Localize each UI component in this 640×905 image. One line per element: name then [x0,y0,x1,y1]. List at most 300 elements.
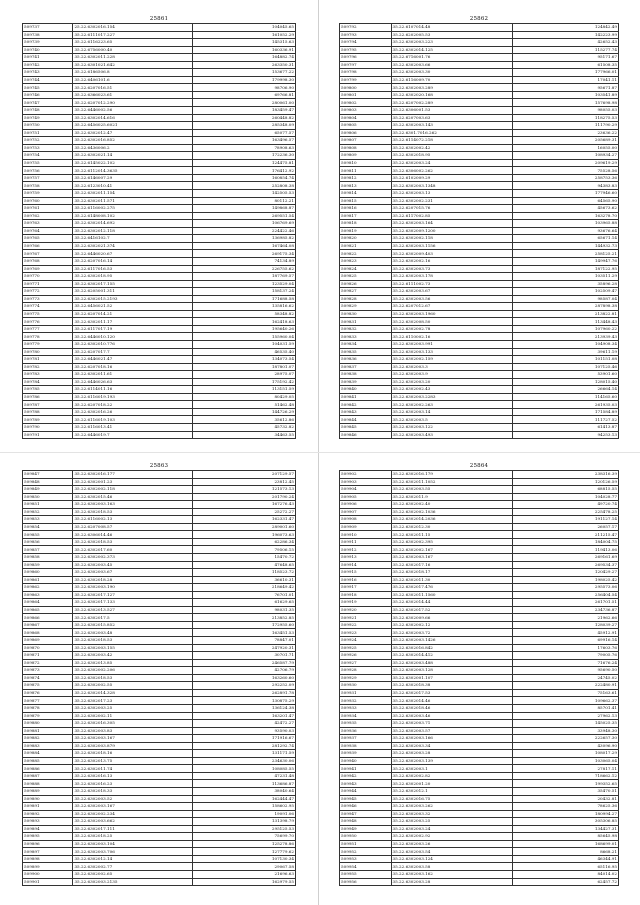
row-id-cell: 509887 [23,772,73,780]
value-cell: 285348.09 [192,122,295,130]
value-cell: 76701.01 [192,591,295,599]
row-id-cell: 509761 [23,205,73,213]
table-row [340,674,619,682]
cadastral-number-cell: 35.22.6302003.30 [391,69,513,77]
row-id-cell: 509893 [23,818,73,826]
value-cell: 124475.81 [192,159,295,167]
table-row [23,122,296,130]
value-cell: 104045.65 [192,24,295,32]
row-id-cell: 509871 [23,652,73,660]
cadastral-number-cell: 35.22.6302002.234 [73,810,192,818]
table-row [23,787,296,795]
value-cell: 20432.81 [513,795,619,803]
value-cell: 167464.08 [192,242,295,250]
row-id-cell: 509826 [340,280,392,288]
value-cell: 128039.27 [513,621,619,629]
value-cell: 23636.22 [513,129,619,137]
value-cell: 98587.04 [513,295,619,303]
table-row [23,493,296,501]
row-id-cell: 509888 [23,780,73,788]
table-row [340,689,619,697]
records-table [22,23,296,439]
row-id-cell: 509937 [340,735,392,743]
cadastral-number-cell: 35.22.6302003.32 [391,810,513,818]
value-cell: 207129.57 [192,471,295,479]
cadastral-number-cell: 35.22.6302018.95 [73,273,192,281]
cadastral-number-cell: 35.22.6302003.167 [73,803,192,811]
table-row [23,197,296,205]
row-id-cell: 509811 [340,167,392,175]
row-id-cell: 509741 [23,54,73,62]
table-row [23,76,296,84]
value-cell: 120126.59 [513,478,619,486]
cadastral-number-cell: 35.22.6302003.58 [391,863,513,871]
table-row [340,107,619,115]
cadastral-number-cell: 35.22.6302016.179 [391,471,513,479]
value-cell: 163201.47 [192,712,295,720]
row-id-cell: 509918 [340,591,392,599]
value-cell: 38040.64 [192,787,295,795]
cadastral-number-cell: 35.22.6446021.47 [73,356,192,364]
row-id-cell: 509816 [340,205,392,213]
value-cell: 84014.02 [513,870,619,878]
value-cell: 136124.38 [192,704,295,712]
value-cell: 118275.53 [513,114,619,122]
row-id-cell: 509922 [340,621,392,629]
value-cell: 109662.37 [513,697,619,705]
row-id-cell: 509737 [23,24,73,32]
row-id-cell: 509824 [340,265,392,273]
value-cell: 34463.55 [192,431,295,439]
value-cell: 85701.41 [513,704,619,712]
value-cell: 111790.29 [513,122,619,130]
table-row [23,235,296,243]
row-id-cell: 509907 [340,508,392,516]
cadastral-number-cell: 35.22.6302013.85 [73,659,192,667]
row-id-cell: 509927 [340,659,392,667]
row-id-cell: 509778 [23,333,73,341]
table-row [340,265,619,273]
cadastral-number-cell: 35.22.6302002.77 [73,863,192,871]
value-cell: 281292.74 [192,742,295,750]
cadastral-number-cell: 35.22.6302002.118 [391,235,513,243]
value-cell: 131171.59 [192,750,295,758]
row-id-cell: 509740 [23,46,73,54]
value-cell: 93676.64 [513,227,619,235]
table-row [23,599,296,607]
table-row [340,682,619,690]
table-row [23,107,296,115]
cadastral-number-cell: 35.22.6302003.46 [391,712,513,720]
cadastral-number-cell: 35.22.6302002.42 [391,144,513,152]
table-row [23,735,296,743]
table-row [23,727,296,735]
table-row [340,242,619,250]
row-id-cell: 509810 [340,159,392,167]
cadastral-number-cell: 35.22.6205001.311 [73,288,192,296]
cadastral-number-cell: 35.22.6302015.46 [73,493,192,501]
page-block-2 [339,16,619,439]
table-row [23,152,296,160]
cadastral-number-cell: 35.22.6302001.107 [391,674,513,682]
row-id-cell: 509914 [340,561,392,569]
cadastral-number-cell: 35.22.6302003.223 [391,39,513,47]
table-row [340,833,619,841]
cadastral-number-cell: 35.22.6116223.65 [73,39,192,47]
row-id-cell: 509853 [23,516,73,524]
cadastral-number-cell: 35.22.6302017.111 [73,825,192,833]
table-row [23,39,296,47]
row-id-cell: 509896 [23,840,73,848]
cadastral-number-cell: 35.22.6302016.75 [391,795,513,803]
row-id-cell: 509881 [23,727,73,735]
value-cell: 101151.08 [513,356,619,364]
value-cell: 145025.35 [513,720,619,728]
page-number: 25862 [469,16,489,22]
cadastral-number-cell: 35.22.6112014.3635 [73,167,192,175]
cadastral-number-cell: 35.22.6302017.53 [391,689,513,697]
cadastral-number-cell: 35.22.6302002.395 [391,538,513,546]
table-row [23,659,296,667]
cadastral-number-cell: 35.22.6302003.9 [391,371,513,379]
table-row [23,848,296,856]
value-cell: 163260.60 [192,674,295,682]
row-id-cell: 509951 [340,840,392,848]
table-row [23,508,296,516]
cadastral-number-cell: 35.22.6302014.44 [391,599,513,607]
value-cell: 211215.47 [513,531,619,539]
cadastral-number-cell: 35.22.6406101.6 [73,76,192,84]
cadastral-number-cell: 35.22.6302003.662 [73,818,192,826]
row-id-cell: 509877 [23,697,73,705]
value-cell: 93590.03 [192,727,295,735]
value-cell: 160336.91 [192,46,295,54]
value-cell: 269175.34 [192,250,295,258]
row-id-cell: 509901 [23,878,73,886]
table-row [23,803,296,811]
cadastral-number-cell: 35.22.6207003.63 [391,114,513,122]
table-row [23,61,296,69]
row-id-cell: 509869 [23,637,73,645]
table-row [23,667,296,675]
page-block-1 [22,16,296,439]
cadastral-number-cell: 35.22.6446026.63 [73,378,192,386]
row-id-cell: 509865 [23,606,73,614]
row-id-cell: 509817 [340,212,392,220]
cadastral-number-cell: 35.22.6302001.23 [73,478,192,486]
page-number: 25864 [469,463,489,469]
row-id-cell: 509952 [340,848,392,856]
table-row [340,122,619,130]
value-cell: 113448.43 [513,318,619,326]
value-cell: 106769.69 [192,220,295,228]
value-cell: 209619.29 [513,159,619,167]
row-id-cell: 509790 [23,423,73,431]
table-row [23,757,296,765]
table-row [23,689,296,697]
cadastral-number-cell: 35.22.6302017.127 [73,591,192,599]
table-row [340,727,619,735]
row-id-cell: 509768 [23,257,73,265]
value-cell: 78625.36 [513,803,619,811]
row-id-cell: 509766 [23,242,73,250]
table-row [23,46,296,54]
row-id-cell: 509774 [23,303,73,311]
value-cell: 167276.43 [192,501,295,509]
value-cell: 142223.99 [513,31,619,39]
row-id-cell: 509860 [23,569,73,577]
cadastral-number-cell: 35.22.6302002.82 [391,772,513,780]
row-id-cell: 509953 [340,855,392,863]
cadastral-number-cell: 35.22.6302017.60 [73,546,192,554]
table-row [340,486,619,494]
value-cell: 172236.30 [192,152,295,160]
cadastral-number-cell: 35.22.6446019.7 [73,431,192,439]
row-id-cell: 509879 [23,712,73,720]
row-id-cell: 509773 [23,295,73,303]
table-row [23,614,296,622]
cadastral-number-cell: 35.22.6302012.1 [391,787,513,795]
value-cell: 21962.66 [513,614,619,622]
value-cell: 68815.55 [513,486,619,494]
cadastral-number-cell: 35.22.6302018.53 [73,674,192,682]
row-id-cell: 509799 [340,76,392,84]
table-row [340,523,619,531]
value-cell: 102509.47 [513,288,619,296]
value-cell: 51462.48 [192,401,295,409]
cadastral-number-cell: 35.22.6446020.67 [73,250,192,258]
value-cell: 104908.34 [513,340,619,348]
table-row [340,478,619,486]
cadastral-number-cell: 35.22.6207018.22 [73,401,192,409]
table-row [23,280,296,288]
cadastral-number-cell: 35.22.6302002.1036 [391,508,513,516]
value-cell: 224422.46 [192,227,295,235]
cadastral-number-cell: 35.22.6207018.16 [73,363,192,371]
row-id-cell: 509923 [340,629,392,637]
value-cell: 79005.76 [513,652,619,660]
row-id-cell: 509808 [340,144,392,152]
cadastral-number-cell: 35.22.6110002.16 [391,333,513,341]
table-row [340,39,619,47]
table-row [340,810,619,818]
cadastral-number-cell: 35.22.6302012.118 [73,227,192,235]
row-id-cell: 509854 [23,523,73,531]
table-row [23,416,296,424]
value-cell: 119413.06 [513,546,619,554]
row-id-cell: 509822 [340,250,392,258]
value-cell: 163451.53 [192,629,295,637]
value-cell: 161052.29 [192,31,295,39]
table-row [340,378,619,386]
table-row [340,288,619,296]
value-cell: 164882.74 [192,54,295,62]
table-row [23,265,296,273]
value-cell: 157698.98 [513,99,619,107]
row-id-cell: 509781 [23,356,73,364]
cadastral-number-cell: 35.22.6302003.1348 [391,182,513,190]
table-row [23,167,296,175]
row-id-cell: 509764 [23,227,73,235]
value-cell: 184004.75 [513,538,619,546]
cadastral-number-cell: 35.22.6302003.166 [391,735,513,743]
row-id-cell: 509765 [23,235,73,243]
row-id-cell: 509813 [340,182,392,190]
table-row [340,356,619,364]
table-row [23,348,296,356]
table-row [340,712,619,720]
row-id-cell: 509845 [340,423,392,431]
value-cell: 125278.86 [192,840,295,848]
cadastral-number-cell: 35.22.6302003.190 [73,584,192,592]
value-cell: 58348.82 [192,310,295,318]
table-row [340,99,619,107]
table-row [340,825,619,833]
row-id-cell: 509837 [340,363,392,371]
table-row [23,546,296,554]
cadastral-number-cell: 35.22.6302017.16 [391,561,513,569]
value-cell: 53901.60 [513,371,619,379]
cadastral-number-cell: 35.22.6302002.78 [391,325,513,333]
row-id-cell: 509743 [23,69,73,77]
cadastral-number-cell: 35.22.6302003.167 [391,554,513,562]
row-id-cell: 509777 [23,325,73,333]
cadastral-number-cell: 35.22.6302003.67 [391,288,513,296]
table-row [23,408,296,416]
cadastral-number-cell: 35.22.6302011.9 [391,493,513,501]
table-row [340,159,619,167]
cadastral-number-cell: 35.22.6302002.92 [391,833,513,841]
cadastral-number-cell: 35.22.6116009.70 [391,76,513,84]
table-row [340,750,619,758]
row-id-cell: 509928 [340,667,392,675]
table-row [340,401,619,409]
row-id-cell: 509841 [340,393,392,401]
cadastral-number-cell: 35.22.6302003.20 [391,378,513,386]
row-id-cell: 509839 [340,378,392,386]
row-id-cell: 509936 [340,727,392,735]
table-row [23,780,296,788]
table-row [340,273,619,281]
table-row [340,546,619,554]
row-id-cell: 509929 [340,674,392,682]
row-id-cell: 509851 [23,501,73,509]
row-id-cell: 509818 [340,220,392,228]
cadastral-number-cell: 35.22.6302003.104 [73,840,192,848]
value-cell: 195640.26 [192,325,295,333]
table-row [23,471,296,479]
value-cell: 65077.57 [192,129,295,137]
row-id-cell: 509931 [340,689,392,697]
row-id-cell: 509884 [23,750,73,758]
cadastral-number-cell: 35.22.6116019.103 [73,416,192,424]
table-row [340,765,619,773]
table-row [340,363,619,371]
table-row [340,501,619,509]
cadastral-number-cell: 35.22.6302003.2135 [73,878,192,886]
table-row [340,333,619,341]
cadastral-number-cell: 35.22.6302018.46 [391,704,513,712]
table-row [340,644,619,652]
value-cell: 114165.60 [513,393,619,401]
table-row [23,486,296,494]
cadastral-number-cell: 35.22.6302017.52 [391,606,513,614]
cadastral-number-cell: 35.22.6302018.16 [73,750,192,758]
cadastral-number-cell: 35.22.6302008.50 [391,318,513,326]
cadastral-number-cell: 35.22.6302003.25 [391,818,513,826]
value-cell: 144726.29 [192,408,295,416]
table-row [23,31,296,39]
table-row [340,780,619,788]
row-id-cell: 509795 [340,46,392,54]
value-cell: 26057.17 [513,523,619,531]
cadastral-number-cell: 35.22.6302003.5 [391,416,513,424]
value-cell: 292252.09 [192,682,295,690]
cadastral-number-cell: 35.22.6302016.13 [73,772,192,780]
cadastral-number-cell: 35.22.6302003.73 [391,265,513,273]
row-id-cell: 509915 [340,569,392,577]
row-id-cell: 509800 [340,84,392,92]
value-cell: 113686.87 [192,780,295,788]
table-row [340,840,619,848]
cadastral-number-cell: 35.22.6302016.852 [73,137,192,145]
table-row [340,720,619,728]
table-row [340,416,619,424]
row-id-cell: 509847 [23,471,73,479]
cadastral-number-cell: 35.22.6302018.28 [73,576,192,584]
row-id-cell: 509828 [340,295,392,303]
table-row [23,644,296,652]
value-cell: 213822.81 [513,310,619,318]
table-row [23,318,296,326]
value-cell: 45673.62 [513,205,619,213]
row-id-cell: 509769 [23,265,73,273]
table-row [340,250,619,258]
value-cell: 80429.05 [192,393,295,401]
value-cell: 104031.59 [192,340,295,348]
value-cell: 163496.57 [192,137,295,145]
table-row [23,182,296,190]
value-cell: 103065.04 [513,757,619,765]
table-row [23,363,296,371]
cadastral-number-cell: 35.22.6302011.154 [73,190,192,198]
value-cell: 260448.82 [192,114,295,122]
value-cell: 131398.79 [192,818,295,826]
cadastral-number-cell: 35.22.6302003.42 [73,652,192,660]
value-cell: 218649.42 [192,584,295,592]
table-row [23,697,296,705]
row-id-cell: 509815 [340,197,392,205]
value-cell: 262891.78 [192,689,295,697]
cadastral-number-cell: 35.22.6302013.527 [73,606,192,614]
row-id-cell: 509939 [340,750,392,758]
cadastral-number-cell: 35.22.6302016.177 [73,471,192,479]
value-cell: 130875.29 [192,697,295,705]
table-row [340,76,619,84]
row-id-cell: 509945 [340,795,392,803]
row-id-cell: 509783 [23,371,73,379]
row-id-cell: 509898 [23,855,73,863]
cadastral-number-cell: 35.22.6302009.66 [391,614,513,622]
table-row [23,227,296,235]
row-id-cell: 509820 [340,235,392,243]
value-cell: 78908.63 [192,144,295,152]
value-cell: 35470.51 [513,787,619,795]
value-cell: 71676.24 [513,659,619,667]
cadastral-number-cell: 35.22.6302003.83 [73,727,192,735]
value-cell: 162418.63 [192,318,295,326]
value-cell: 263350.31 [192,61,295,69]
